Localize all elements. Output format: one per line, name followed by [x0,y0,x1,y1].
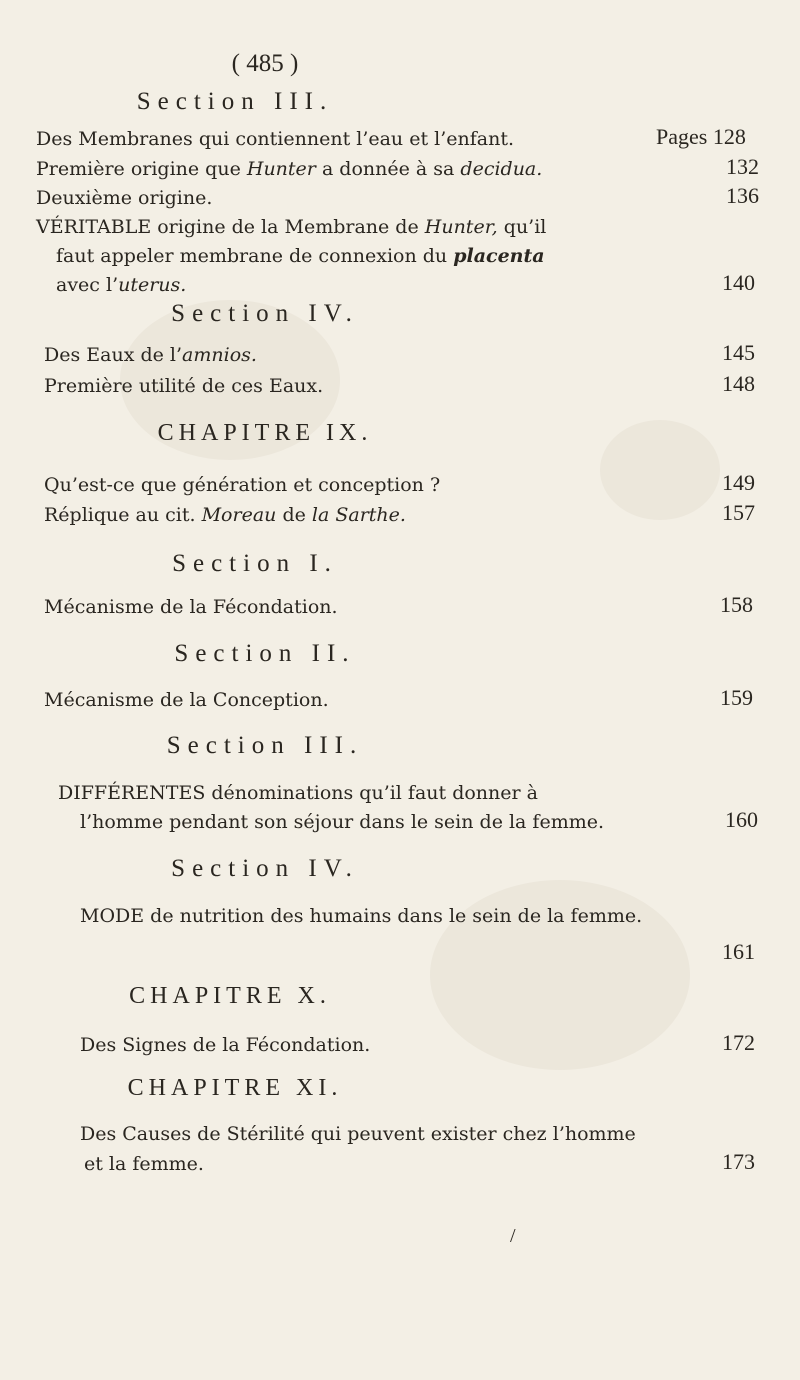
section-heading: Section II. [174,640,356,667]
toc-page-number: 160 [725,807,758,832]
toc-page-number: 132 [726,154,759,179]
toc-entry-text: Deuxième origine. [36,187,213,209]
toc-page-number: 136 [726,183,759,208]
chapter-heading: CHAPITRE XI. [127,1075,343,1101]
toc-entry-text: et la femme. [84,1153,204,1175]
toc-page-number: 158 [720,592,753,617]
paper-stain [600,420,720,520]
toc-entry-text: Des Causes de Stérilité qui peuvent exister chez l’homme [80,1123,636,1145]
toc-entry-text: Des Membranes qui contiennent l’eau et l’enfant. [36,128,514,150]
toc-entry-text: Mécanisme de la Conception. [44,689,329,711]
toc-page-number: 140 [722,270,755,295]
toc-entry-text: MODE de nutrition des humains dans le sein de la femme. [80,905,643,927]
toc-entry-text: Première origine que Hunter a donnée à sa decidua. [36,158,543,180]
toc-entry-text: Réplique au cit. Moreau de la Sarthe. [44,504,406,526]
toc-page-number: 149 [722,470,755,495]
toc-entry-text: VÉRITABLE origine de la Membrane de Hunter, qu’il [36,216,547,238]
toc-entry-text: Qu’est-ce que génération et conception ? [44,474,441,496]
toc-page-number: 157 [722,500,755,525]
toc-page-number: 161 [722,939,755,964]
toc-page-number: 173 [722,1149,755,1174]
toc-entry-text: Mécanisme de la Fécondation. [44,596,338,618]
chapter-heading: CHAPITRE X. [129,983,331,1009]
section-heading: Section IV. [171,300,359,327]
chapter-heading: CHAPITRE IX. [157,420,373,446]
section-heading: Section IV. [171,855,359,882]
section-heading: Section III. [166,732,364,759]
toc-page-number: 172 [722,1030,755,1055]
page-number: ( 485 ) [231,50,299,77]
toc-page-number: 145 [722,340,755,365]
toc-page-number: 148 [722,371,755,396]
ink-mark: / [510,1225,516,1247]
toc-entry-text: avec l’uterus. [56,274,187,296]
toc-entry-text: Première utilité de ces Eaux. [44,375,324,397]
toc-entry-text: Des Eaux de l’amnios. [44,344,257,366]
toc-page-number: Pages 128 [656,124,746,149]
toc-entry-text: DIFFÉRENTES dénominations qu’il faut donner à [58,782,538,804]
toc-entry-text: l’homme pendant son séjour dans le sein de la femme. [80,811,605,833]
toc-page-number: 159 [720,685,753,710]
section-heading: Section III. [136,88,334,115]
section-heading: Section I. [172,550,338,577]
toc-entry-text: Des Signes de la Fécondation. [80,1034,371,1056]
toc-entry-text: faut appeler membrane de connexion du placenta [56,245,545,267]
